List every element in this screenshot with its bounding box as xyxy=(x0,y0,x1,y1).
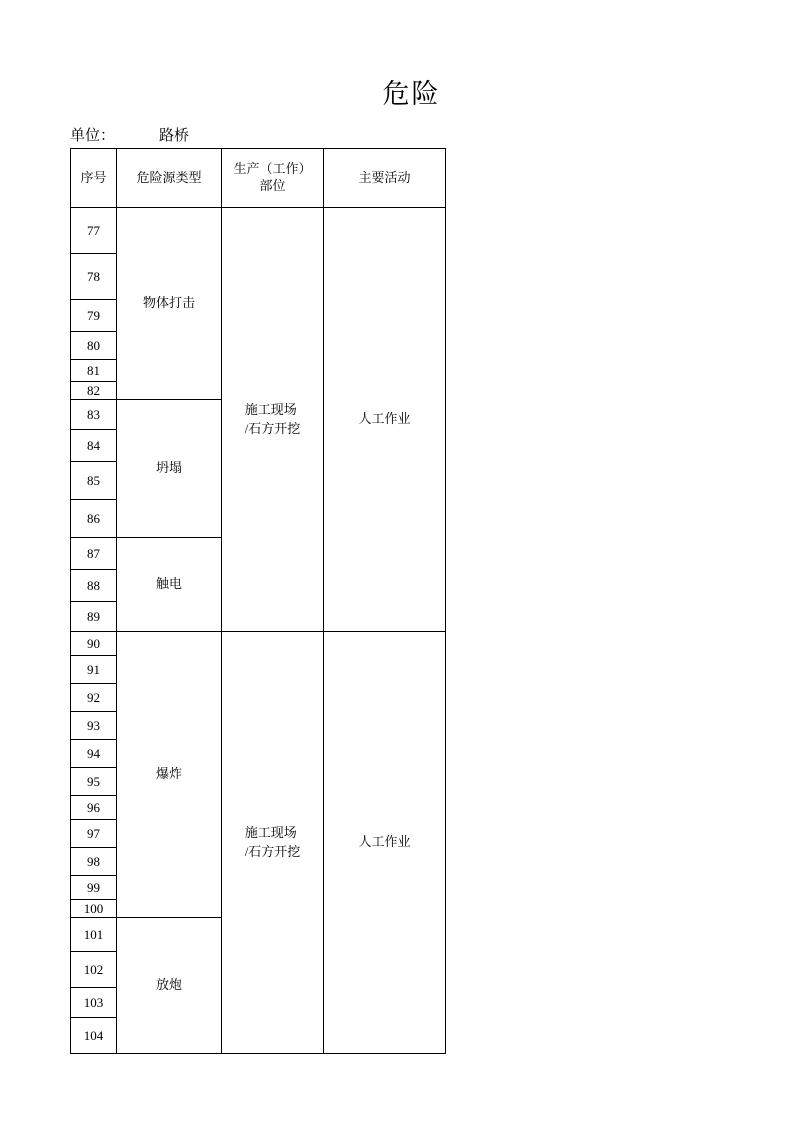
hazard-type-cell: 爆炸 xyxy=(117,632,222,918)
work-part-cell xyxy=(222,632,324,1054)
hazard-type-cell: 放炮 xyxy=(117,918,222,1054)
row-number: 79 xyxy=(71,300,117,332)
row-number: 90 xyxy=(71,632,117,656)
row-number: 92 xyxy=(71,684,117,712)
header-part-line2: 部位 xyxy=(259,178,286,193)
work-part-line2: /石方开挖 xyxy=(244,420,301,436)
hazard-type-cell: 坍塌 xyxy=(117,400,222,538)
table-row xyxy=(71,208,446,254)
hazard-type-cell: 物体打击 xyxy=(117,208,222,400)
table-row xyxy=(71,632,446,656)
row-number: 77 xyxy=(71,208,117,254)
row-number: 84 xyxy=(71,430,117,462)
row-number: 93 xyxy=(71,712,117,740)
row-number: 78 xyxy=(71,254,117,300)
page-title xyxy=(0,72,793,111)
row-number: 104 xyxy=(71,1018,117,1054)
row-number: 102 xyxy=(71,952,117,988)
row-number: 85 xyxy=(71,462,117,500)
header-part-line1: 生产（工作） xyxy=(233,161,312,177)
row-number: 81 xyxy=(71,360,117,382)
row-number: 89 xyxy=(71,602,117,632)
table-header-row xyxy=(71,149,446,208)
row-number: 91 xyxy=(71,656,117,684)
unit-value: 路桥 xyxy=(159,128,190,144)
row-number: 97 xyxy=(71,820,117,848)
row-number: 96 xyxy=(71,796,117,820)
work-part-line2: /石方开挖 xyxy=(244,843,301,859)
row-number: 95 xyxy=(71,768,117,796)
row-number: 87 xyxy=(71,538,117,570)
header-activity: 主要活动 xyxy=(324,149,446,208)
hazard-source-table xyxy=(70,148,446,1054)
header-no: 序号 xyxy=(71,149,117,208)
page-title-text: 危险 xyxy=(382,79,441,109)
work-part-cell xyxy=(222,208,324,632)
row-number: 86 xyxy=(71,500,117,538)
row-number: 98 xyxy=(71,848,117,876)
header-part xyxy=(222,149,324,208)
table-body xyxy=(71,208,446,1054)
unit-line xyxy=(70,124,189,145)
unit-label: 单位： xyxy=(70,128,116,144)
row-number: 100 xyxy=(71,900,117,918)
row-number: 103 xyxy=(71,988,117,1018)
hazard-type-cell: 触电 xyxy=(117,538,222,632)
work-part-line1: 施工现场 xyxy=(244,401,297,417)
work-part-line1: 施工现场 xyxy=(244,824,297,840)
row-number: 88 xyxy=(71,570,117,602)
row-number: 80 xyxy=(71,332,117,360)
main-activity-cell: 人工作业 xyxy=(324,632,446,1054)
header-type: 危险源类型 xyxy=(117,149,222,208)
row-number: 94 xyxy=(71,740,117,768)
row-number: 82 xyxy=(71,382,117,400)
row-number: 101 xyxy=(71,918,117,952)
main-activity-cell: 人工作业 xyxy=(324,208,446,632)
row-number: 99 xyxy=(71,876,117,900)
row-number: 83 xyxy=(71,400,117,430)
